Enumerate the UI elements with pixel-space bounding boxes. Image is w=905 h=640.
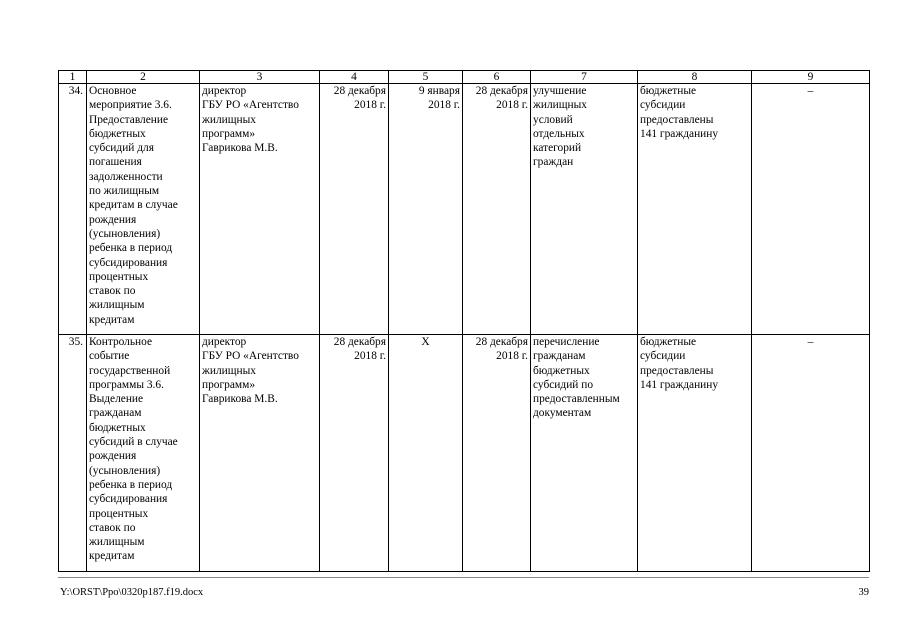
end-date: 28 декабря 2018 г. bbox=[463, 84, 531, 335]
row-number: 35. bbox=[59, 335, 87, 572]
header-cell-5: 5 bbox=[389, 71, 463, 84]
header-cell-6: 6 bbox=[463, 71, 531, 84]
row-number: 34. bbox=[59, 84, 87, 335]
responsible-person: директор ГБУ РО «Агентство жилищных программ» Гаврикова М.В. bbox=[200, 84, 320, 335]
header-cell-4: 4 bbox=[320, 71, 389, 84]
expected-result: улучшение жилищных условий отдельных категорий граждан bbox=[531, 84, 638, 335]
start-date: 28 декабря 2018 г. bbox=[320, 84, 389, 335]
header-cell-1: 1 bbox=[59, 71, 87, 84]
end-date: 28 декабря 2018 г. bbox=[463, 335, 531, 572]
header-cell-7: 7 bbox=[531, 71, 638, 84]
responsible-person: директор ГБУ РО «Агентство жилищных программ» Гаврикова М.В. bbox=[200, 335, 320, 572]
header-cell-3: 3 bbox=[200, 71, 320, 84]
footer-divider bbox=[58, 577, 869, 578]
footer-file-path: Y:\ORST\Ppo\0320p187.f19.docx bbox=[60, 587, 204, 598]
mid-date: Х bbox=[389, 335, 463, 572]
footer-page-number: 39 bbox=[858, 587, 869, 598]
header-cell-2: 2 bbox=[87, 71, 200, 84]
table-row bbox=[59, 335, 870, 572]
event-name: Контрольное событие государственной программы 3.6. Выделение гражданам бюджетных субсидий в случае рождения (усыновления) ребенка в период субсидирования процентных ставок по жилищным кредитам bbox=[87, 335, 200, 572]
table-row bbox=[59, 84, 870, 335]
header-row bbox=[59, 71, 870, 84]
indicator: бюджетные субсидии предоставлены 141 гражданину bbox=[638, 84, 752, 335]
column-9-value: – bbox=[752, 84, 870, 335]
plan-table bbox=[58, 70, 870, 572]
header-cell-8: 8 bbox=[638, 71, 752, 84]
indicator: бюджетные субсидии предоставлены 141 гражданину bbox=[638, 335, 752, 572]
column-9-value: – bbox=[752, 335, 870, 572]
event-name: Основное мероприятие 3.6. Предоставление бюджетных субсидий для погашения задолженности по жилищным кредитам в случае рождения (усыновления) ребенка в период субсидирования процентных ставок по жилищным кредитам bbox=[87, 84, 200, 335]
mid-date: 9 января 2018 г. bbox=[389, 84, 463, 335]
header-cell-9: 9 bbox=[752, 71, 870, 84]
start-date: 28 декабря 2018 г. bbox=[320, 335, 389, 572]
expected-result: перечисление гражданам бюджетных субсидий по предоставленным документам bbox=[531, 335, 638, 572]
